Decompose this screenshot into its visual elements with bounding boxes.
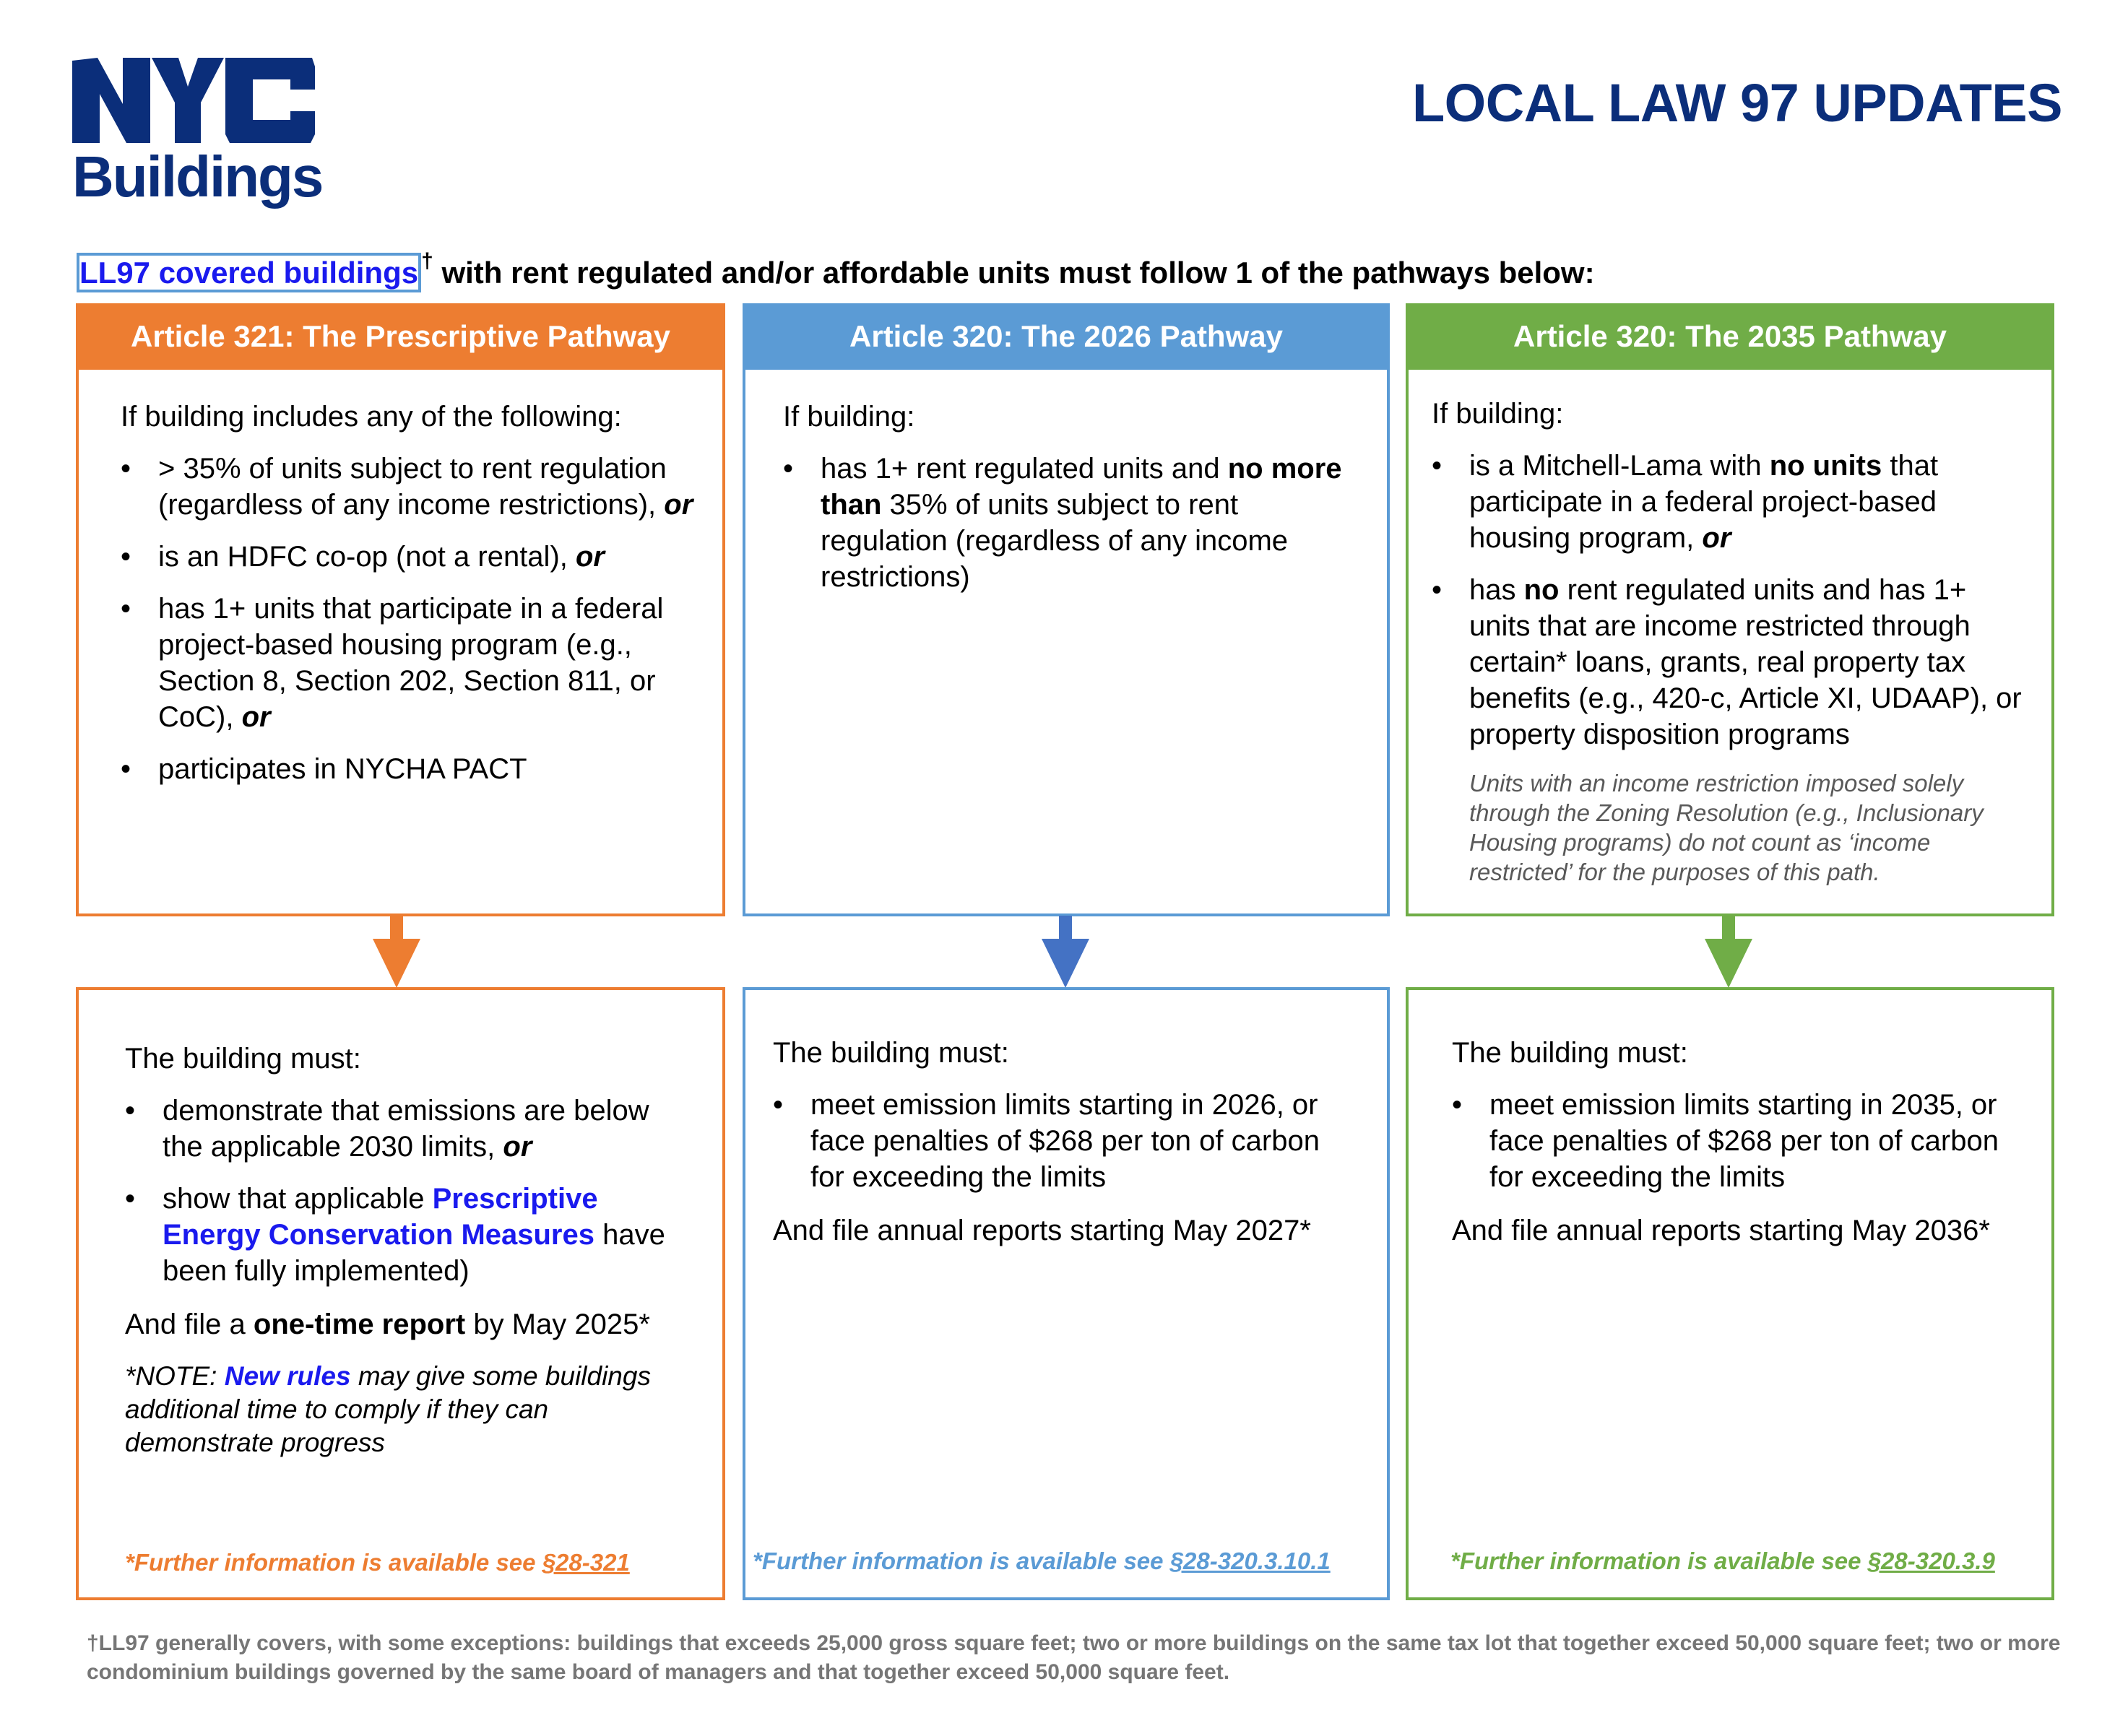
criteria-list: [1432, 448, 2023, 752]
criteria-list: [783, 451, 1358, 595]
pathway-header: Article 320: The 2026 Pathway: [743, 303, 1390, 370]
covered-buildings-link[interactable]: LL97 covered buildings: [77, 253, 421, 292]
filing-requirement: And file annual reports starting May 2027*: [773, 1215, 1311, 1246]
prescriptive-pathway-criteria-box: [76, 303, 725, 916]
requirements-list: [125, 1093, 693, 1289]
criteria-item: • is an HDFC co-op (not a rental), or: [121, 539, 693, 575]
criteria-item: • participates in NYCHA PACT: [121, 751, 693, 787]
requirements-content: [773, 1035, 1358, 1249]
nyc-logo-mark-icon: [72, 58, 315, 143]
section-link[interactable]: §28-321: [542, 1549, 630, 1576]
further-info: *Further information is available see §28-320.3.10.1: [753, 1548, 1331, 1574]
criteria-item: • > 35% of units subject to rent regulation (regardless of any income restrictions), or: [121, 451, 693, 523]
pathway-header: Article 320: The 2035 Pathway: [1406, 303, 2054, 370]
arrow-down-icon: [1703, 916, 1754, 988]
criteria-intro: If building:: [783, 401, 915, 433]
criteria-item: • has no rent regulated units and has 1+ units that are income restricted through certain* loans, grants, real property tax benefits (e.g., 420-c, Article XI, UDAAP), or property disposition programs: [1432, 572, 2023, 752]
criteria-list: [121, 451, 693, 787]
intro-text: with rent regulated and/or affordable units must follow 1 of the pathways below:: [433, 256, 1595, 290]
nyc-buildings-logo: [72, 58, 323, 211]
svg-text:TM: TM: [305, 59, 311, 64]
criteria-content: [121, 399, 693, 787]
2026-pathway-criteria-box: [743, 303, 1390, 916]
logo-wordmark: Buildings: [72, 144, 323, 209]
criteria-item: • is a Mitchell-Lama with no units that participate in a federal project-based housing program, or: [1432, 448, 2023, 556]
requirements-intro: The building must:: [773, 1037, 1009, 1069]
criteria-item: • has 1+ rent regulated units and no more than 35% of units subject to rent regulation (regardless of any income restrictions): [783, 451, 1358, 595]
intro-line: [77, 244, 1595, 295]
requirement-item: • meet emission limits starting in 2026, or face penalties of $268 per ton of carbon for exceeding the limits: [773, 1087, 1358, 1195]
page-title: LOCAL LAW 97 UPDATES: [1411, 73, 2062, 133]
2026-pathway-requirements-box: [743, 987, 1390, 1600]
requirements-intro: The building must:: [1452, 1037, 1688, 1069]
requirement-item: • demonstrate that emissions are below the applicable 2030 limits, or: [125, 1093, 693, 1165]
prescriptive-ecm-link[interactable]: Prescriptive Energy Conservation Measures: [163, 1183, 598, 1251]
requirement-item: • show that applicable Prescriptive Energy Conservation Measures have been fully implemented): [125, 1181, 693, 1289]
income-restriction-note: Units with an income restriction imposed solely through the Zoning Resolution (e.g., Inclusionary Housing programs) do not count as ‘income restricted’ for the purposes of this path.: [1469, 770, 1984, 885]
2035-pathway-criteria-box: [1406, 303, 2054, 916]
criteria-intro: If building includes any of the following:: [121, 401, 622, 433]
requirements-content: [1452, 1035, 2023, 1249]
criteria-content: [1432, 396, 2023, 887]
arrow-down-icon: [1040, 916, 1091, 988]
criteria-intro: If building:: [1432, 398, 1564, 430]
requirements-list: [1452, 1087, 2023, 1195]
requirements-content: [125, 1041, 693, 1459]
filing-requirement: And file a one-time report by May 2025*: [125, 1308, 650, 1340]
pathway-header: Article 321: The Prescriptive Pathway: [76, 303, 725, 370]
coverage-footnote: †LL97 generally covers, with some exceptions: buildings that exceeds 25,000 gross square feet; two or more buildings on the same tax lot that together exceed 50,000 square feet; two or more condominium buildings governed by the same board of managers and that together exceed 50,000 square feet.: [87, 1631, 2061, 1684]
section-link[interactable]: §28-320.3.10.1: [1169, 1548, 1331, 1574]
2035-pathway-requirements-box: [1406, 987, 2054, 1600]
arrow-down-icon: [371, 916, 422, 988]
filing-requirement: And file annual reports starting May 2036*: [1452, 1215, 1990, 1246]
criteria-item: • has 1+ units that participate in a federal project-based housing program (e.g., Section 8, Section 202, Section 811, or CoC), or: [121, 591, 693, 735]
further-info: *Further information is available see §28-320.3.9: [1450, 1548, 1995, 1574]
requirements-intro: The building must:: [125, 1043, 361, 1075]
new-rules-note: *NOTE: New rules may give some buildings additional time to comply if they can demonstrate progress: [125, 1361, 651, 1457]
section-link[interactable]: §28-320.3.9: [1867, 1548, 1995, 1574]
requirement-item: • meet emission limits starting in 2035, or face penalties of $268 per ton of carbon for exceeding the limits: [1452, 1087, 2023, 1195]
new-rules-link[interactable]: New rules: [224, 1361, 351, 1391]
further-info: *Further information is available see §28-321: [125, 1549, 630, 1576]
prescriptive-pathway-requirements-box: [76, 987, 725, 1600]
dagger-mark: †: [421, 249, 433, 273]
requirements-list: [773, 1087, 1358, 1195]
criteria-content: [783, 399, 1358, 595]
